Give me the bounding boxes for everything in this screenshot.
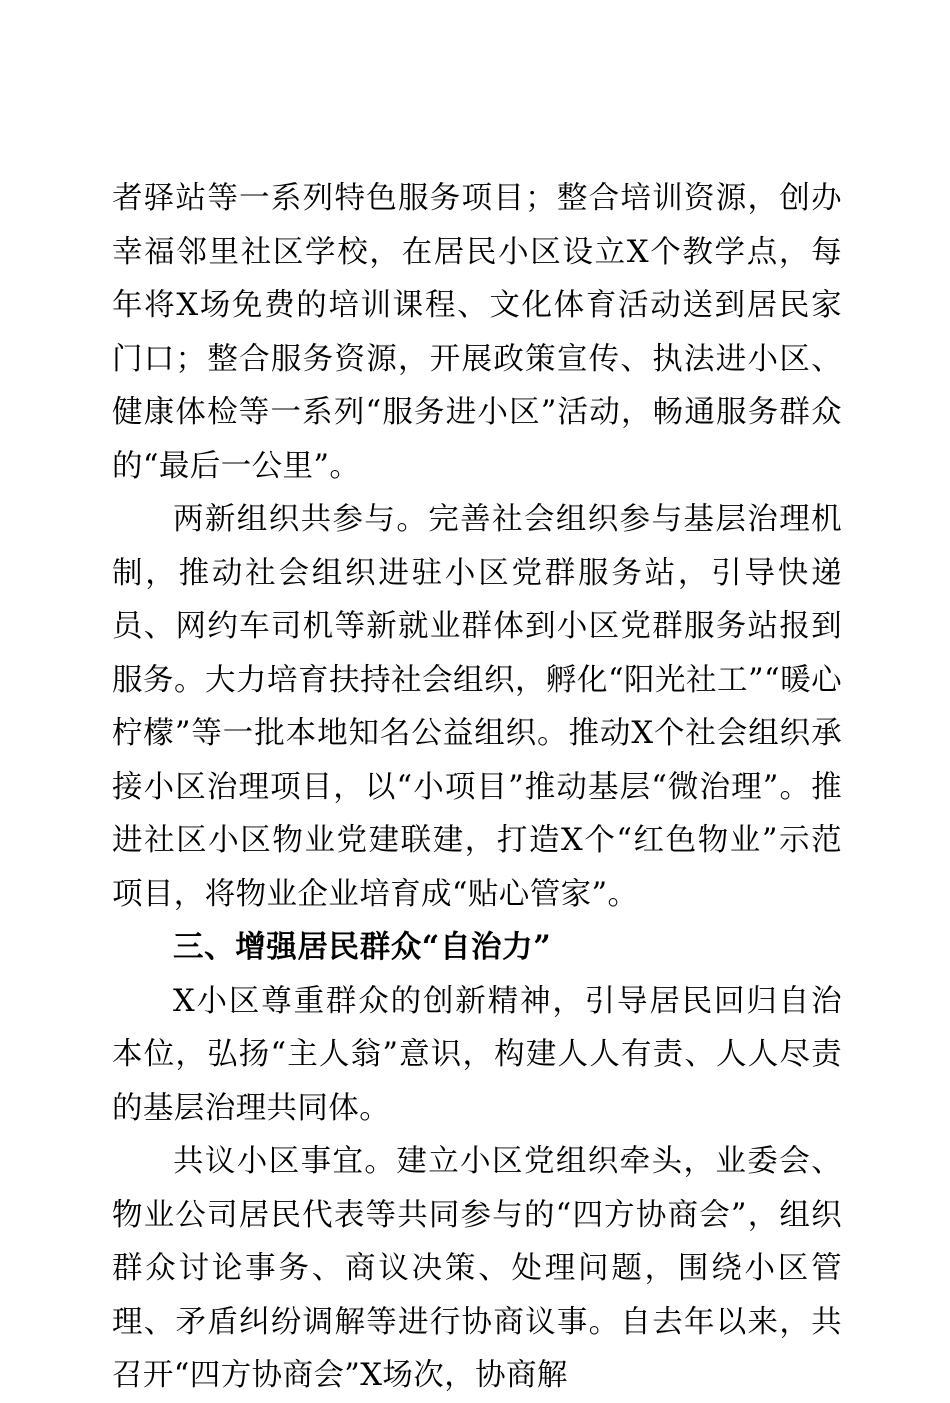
document-body xyxy=(112,172,842,1403)
paragraph-joint-discussion: 共议小区事宜。建立小区党组织牵头，业委会、物业公司居民代表等共同参与的“四方协商会”，组织群众讨论事务、商议决策、处理问题，围绕小区管理、矛盾纠纷调解等进行协商议事。自去年以来，共召开“四方协商会”X场次，协商解 xyxy=(112,1144,842,1393)
heading-section-three: 三、增强居民群众“自治力” xyxy=(173,929,552,965)
paragraph-self-governance-intro: X小区尊重群众的创新精神，引导居民回归自治本位，弘扬“主人翁”意识，构建人人有责、人人尽责的基层治理共同体。 xyxy=(112,983,842,1126)
paragraph-two-new-organizations: 两新组织共参与。完善社会组织参与基层治理机制，推动社会组织进驻小区党群服务站，引导快递员、网约车司机等新就业群体到小区党群服务站报到服务。大力培育扶持社会组织，孵化“阳光社工”“暖心柠檬”等一批本地知名公益组织。推动X个社会组织承接小区治理项目，以“小项目”推动基层“微治理”。推进社区小区物业党建联建，打造X个“红色物业”示范项目，将物业企业培育成“贴心管家”。 xyxy=(112,502,842,912)
paragraph-continued-services: 者驿站等一系列特色服务项目；整合培训资源，创办幸福邻里社区学校，在居民小区设立X个教学点，每年将X场免费的培训课程、文化体育活动送到居民家门口；整合服务资源，开展政策宣传、执法进小区、健康体检等一系列“服务进小区”活动，畅通服务群众的“最后一公里”。 xyxy=(112,181,842,484)
